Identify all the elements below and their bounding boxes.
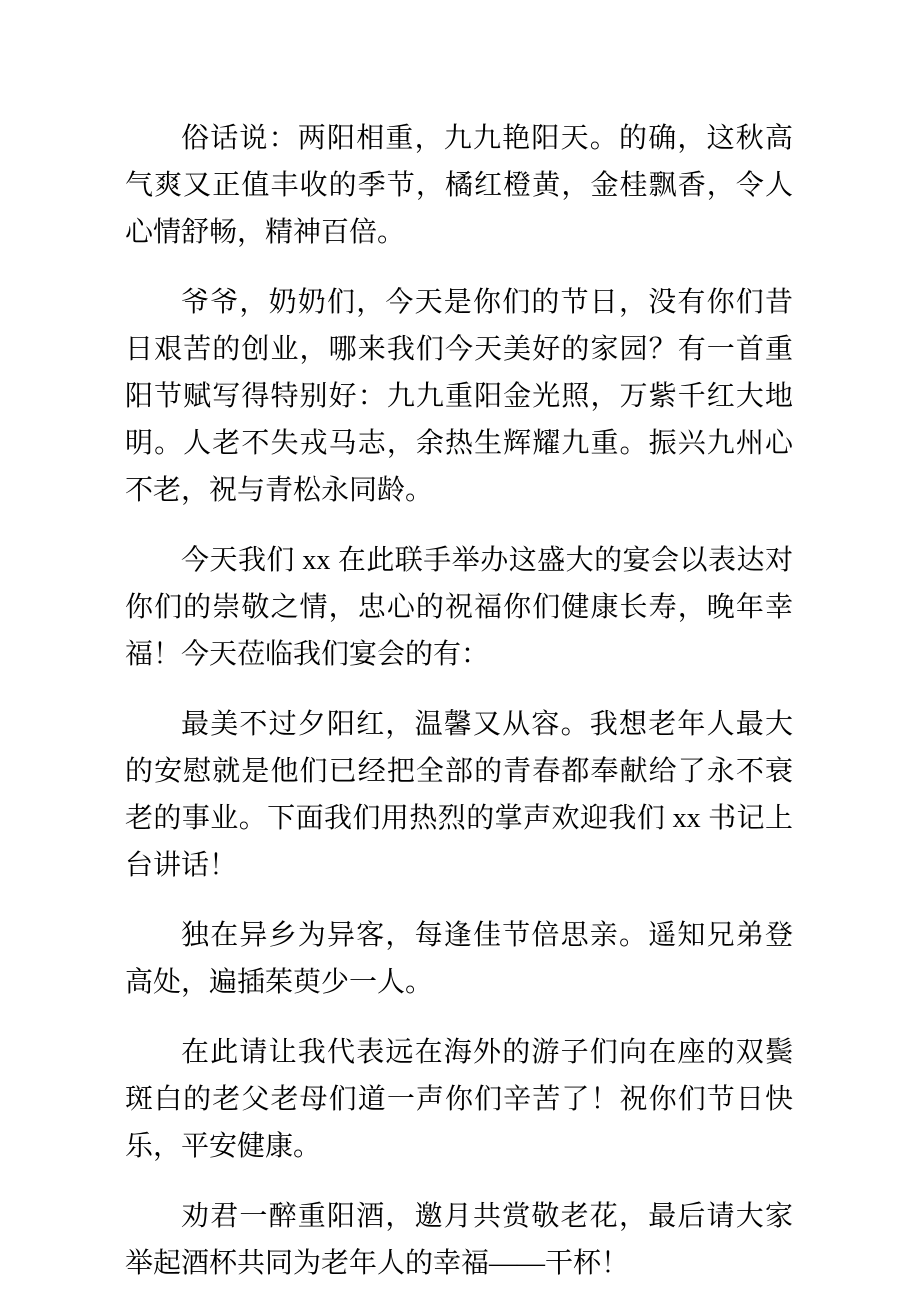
- paragraph: 今天我们 xx 在此联手举办这盛大的宴会以表达对你们的崇敬之情，忠心的祝福你们健康长寿，晚年幸福！今天莅临我们宴会的有：: [125, 545, 793, 670]
- paragraph: 劝君一醉重阳酒，邀月共赏敬老花，最后请大家举起酒杯共同为老年人的幸福——干杯！: [125, 1201, 793, 1279]
- paragraph: 爷爷，奶奶们，今天是你们的节日，没有你们昔日艰苦的创业，哪来我们今天美好的家园？有一首重阳节赋写得特别好：九九重阳金光照，万紫千红大地明。人老不失戎马志，余热生辉耀九重。振兴九州心不老，祝与青松永同龄。: [125, 287, 793, 506]
- paragraph: 在此请让我代表远在海外的游子们向在座的双鬓斑白的老父老母们道一声你们辛苦了！祝你们节日快乐，平安健康。: [125, 1037, 793, 1162]
- paragraph: 独在异乡为异客，每逢佳节倍思亲。遥知兄弟登高处，遍插茱萸少一人。: [125, 920, 793, 998]
- paragraph: 俗话说：两阳相重，九九艳阳天。的确，这秋高气爽又正值丰收的季节，橘红橙黄，金桂飘香，令人心情舒畅，精神百倍。: [125, 123, 793, 248]
- paragraph: 最美不过夕阳红，温馨又从容。我想老年人最大的安慰就是他们已经把全部的青春都奉献给了永不衰老的事业。下面我们用热烈的掌声欢迎我们 xx 书记上台讲话！: [125, 709, 793, 881]
